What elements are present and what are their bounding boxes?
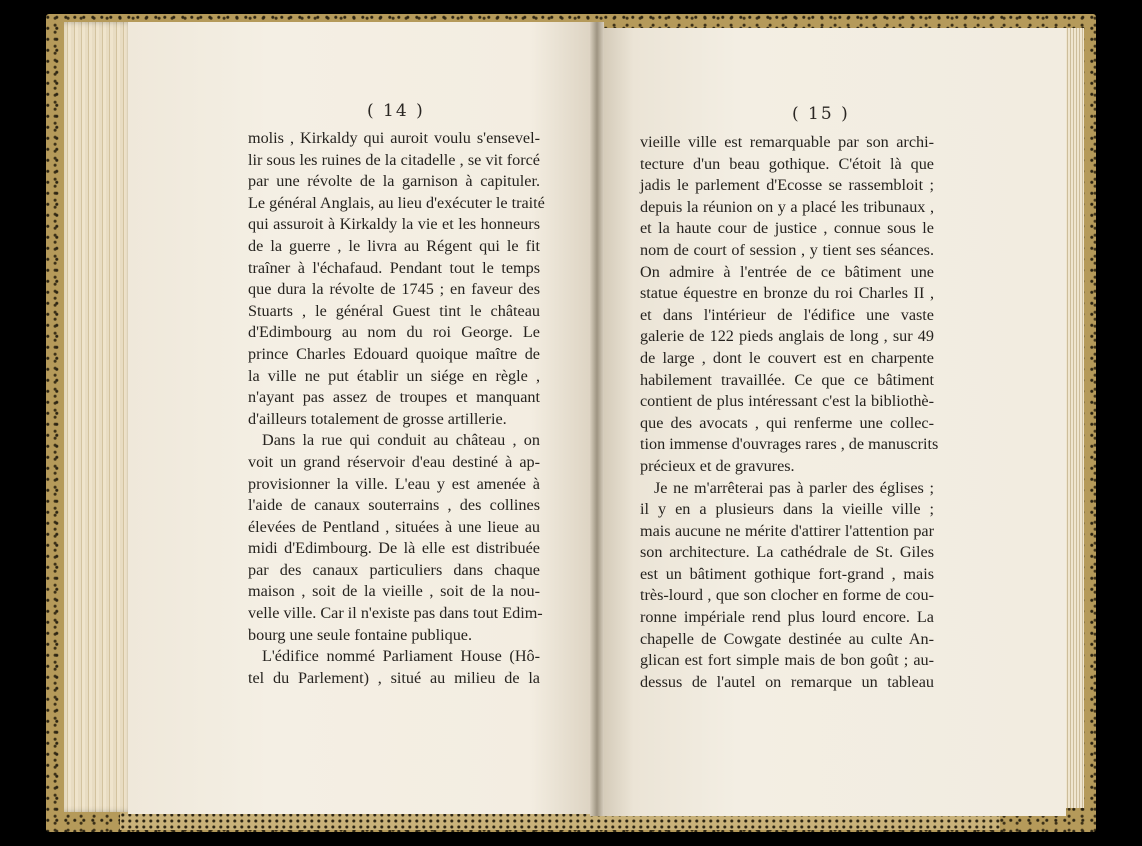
text-line: bourg une seule fontaine publique. — [248, 625, 473, 644]
text-line: maison , soit de la vieille , soit de la nou- — [248, 582, 540, 601]
text-line: précieux et de gravures. — [640, 456, 795, 475]
left-page-number: ( 14 ) — [367, 101, 425, 121]
text-line: On admire à l'entrée de ce bâtiment une — [640, 262, 934, 281]
text-line: L'édifice nommé Parliament House (Hô- — [262, 647, 540, 666]
text-line: dessus de l'autel on remarque un tableau — [640, 672, 934, 691]
text-line: la ville ne put établir un siége en règle , — [248, 366, 540, 385]
text-line: molis , Kirkaldy qui auroit voulu s'ensevel- — [248, 129, 540, 147]
text-line: tion immense d'ouvrages rares , de manuscrits — [640, 435, 939, 454]
text-line: est un bâtiment gothique fort-grand , mais — [640, 564, 934, 583]
text-line: glican est fort simple mais de bon goût ; au- — [640, 651, 934, 670]
text-line: de large , dont le couvert est en charpente — [640, 348, 934, 367]
text-line: tecture d'un beau gothique. C'étoit là que — [640, 154, 934, 173]
text-line: statue équestre en bronze du roi Charles II , — [640, 284, 934, 303]
text-line: que des avocats , qui renferme une collec- — [640, 413, 934, 432]
left-page-stack — [64, 22, 134, 812]
text-line: de la guerre , le livra au Régent qui le fit — [248, 236, 540, 255]
text-line: jadis le parlement d'Ecosse se rassembloit ; — [640, 176, 934, 195]
text-line: son architecture. La cathédrale de St. Giles — [640, 543, 934, 562]
text-line: Stuarts , le général Guest tint le château — [248, 301, 540, 320]
text-line: traîner à l'échafaud. Pendant tout le temps — [248, 258, 540, 277]
right-page-number: ( 15 ) — [792, 104, 850, 124]
text-line: très-lourd , que son clocher en forme de cou- — [640, 586, 934, 605]
text-line: Je ne m'arrêterai pas à parler des églises ; — [654, 478, 934, 497]
text-line: lir sous les ruines de la citadelle , se vit forcé — [248, 150, 540, 169]
text-line: il y en a plusieurs dans la vieille ville ; — [640, 500, 934, 519]
text-line: mais aucune ne mérite d'attirer l'attention par — [640, 521, 934, 540]
text-line: que dura la révolte de 1745 ; en faveur des — [248, 280, 540, 299]
text-line: n'ayant pas assez de troupes et manquant — [248, 388, 540, 407]
text-line: habilement travaillée. Ce que ce bâtiment — [640, 370, 934, 389]
text-line: midi d'Edimbourg. De là elle est distribuée — [248, 539, 540, 558]
text-line: voit un grand réservoir d'eau destiné à ap- — [248, 452, 540, 471]
right-page-text — [640, 132, 939, 693]
text-line: nom de court of session , y tient ses séances. — [640, 240, 934, 259]
left-page-text — [248, 128, 545, 689]
text-line: ronne impériale rend plus lourd encore. La — [640, 608, 934, 627]
text-line: et dans l'intérieur de l'édifice une vaste — [640, 305, 934, 324]
text-line: provisionner la ville. L'eau y est amenée à — [248, 474, 540, 493]
text-line: tel du Parlement) , situé au milieu de la — [248, 668, 540, 687]
text-line: l'aide de canaux souterrains , des collines — [248, 496, 540, 515]
text-line: velle ville. Car il n'existe pas dans tout Edim- — [248, 604, 543, 623]
text-line: depuis la réunion on y a placé les tribunaux , — [640, 197, 934, 216]
text-line: galerie de 122 pieds anglais de long , sur 49 — [640, 327, 934, 346]
book-gutter — [590, 22, 604, 816]
text-line: d'Edimbourg au nom du roi George. Le — [248, 323, 540, 342]
text-line: prince Charles Edouard quoique maître de — [248, 344, 540, 363]
text-line: contient de plus intéressant c'est la bibliothè- — [640, 392, 934, 411]
text-line: chapelle de Cowgate destinée au culte An- — [640, 629, 934, 648]
text-line: d'ailleurs totalement de grosse artillerie. — [248, 409, 507, 428]
text-line: Dans la rue qui conduit au château , on — [262, 431, 540, 450]
text-line: par une révolte de la garnison à capituler. — [248, 172, 540, 191]
text-line: vieille ville est remarquable par son archi- — [640, 133, 934, 151]
text-line: et la haute cour de justice , connue sous le — [640, 219, 934, 238]
text-line: élevées de Pentland , situées à une lieue au — [248, 517, 540, 536]
text-line: par des canaux particuliers dans chaque — [248, 560, 540, 579]
text-line: Le général Anglais, au lieu d'exécuter le traité — [248, 193, 545, 212]
text-line: qui assuroit à Kirkaldy la vie et les honneurs — [248, 215, 540, 234]
